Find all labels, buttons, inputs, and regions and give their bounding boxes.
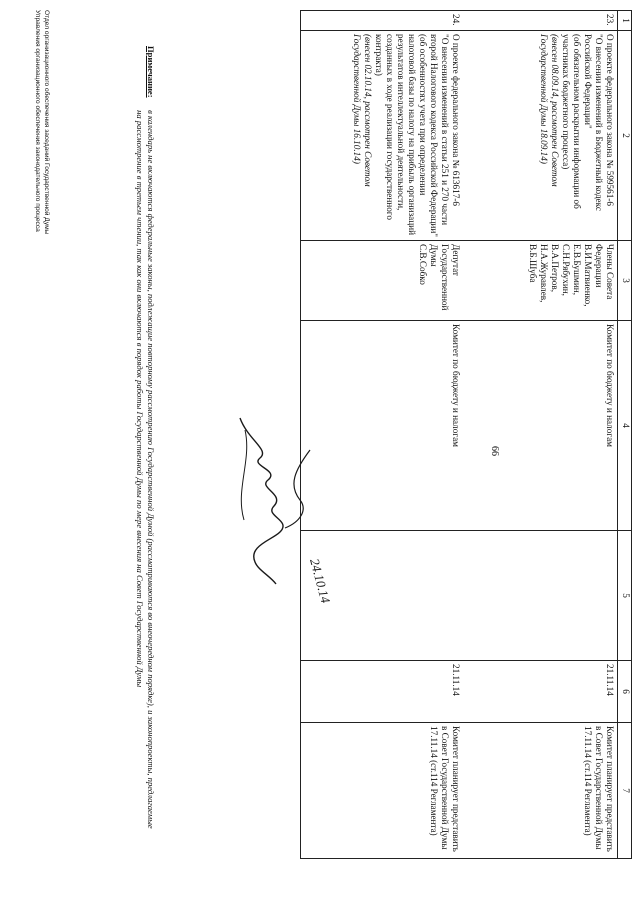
footnote [135,46,156,866]
row-number: 24. [301,11,464,31]
date-cell: 21.11.14 [463,661,618,723]
signature-date: 24.10.14 [307,556,334,605]
initiator-line: Государственной [439,244,450,311]
bill-subject: (об обязательном раскрытии информации об участниках бюджетного процесса) [560,34,582,209]
column-number: 3 [618,241,632,321]
date-cell: 21.11.14 [301,661,464,723]
bill-history: (внесен 08.09.14, рассмотрен Советом Государственной Думы 18.09.14) [538,34,560,187]
initiator-line: С.Н.Рябухин, [560,244,571,296]
footnote-text: в календарь не включаются федеральные законы, подлежащие повторному рассмотрению Государственной Думой (рассматриваются во внеочередном порядке), и законопроекты, предлагаемые на рассмотрение в третьем чтении, так как они включаются в порядок работы Государственной Думы по мере внесения на Совет Государственной Думы [135,110,156,829]
committee-cell: Комитет по бюджету и налогам [301,321,464,531]
initiator-line: Е.В.Бушмин, [571,244,582,295]
bill-cell [463,31,618,241]
handwritten-signature [220,410,340,620]
bills-table [300,10,632,859]
page-number: 66 [489,446,500,456]
footer-line: Управления организационного обеспечения законодательного процесса [34,10,42,232]
bill-subject: (об особенностях учета при определении налоговой базы по налогу на прибыль организаций результатов интеллектуальной деятельности, созданных в ходе реализации государственного контракта) [373,34,428,236]
committee-cell: Комитет по бюджету и налогам [463,321,618,531]
initiator-line: В.Б.Шуба [527,244,538,283]
initiator-cell [301,241,464,321]
initiator-line: Федерации [593,244,604,288]
bill-name: "О внесении изменений в Бюджетный кодекс Российской Федерации" [582,34,604,211]
column-number: 4 [618,321,632,531]
document-footer [33,10,50,234]
column-number: 2 [618,31,632,241]
empty-cell [463,531,618,661]
column-number: 1 [618,11,632,31]
initiator-line: С.В.Собко [417,244,428,285]
bill-title: О проекте федерального закона № 613617-6 [451,34,461,206]
initiator-line: Депутат [451,244,461,276]
bill-title: О проекте федерального закона № 599561-6 [605,34,615,206]
initiator-cell [463,241,618,321]
row-number: 23. [463,11,618,31]
footnote-label: Примечание: [146,46,156,98]
table-row [463,11,618,859]
note-cell: Комитет планирует представить в Совет Государственной Думы 17.11.14 (ст.114 Регламента) [301,723,464,859]
bill-name: "О внесении изменений в статьи 251 и 270 части второй Налогового кодекса Российской Федерации" [428,34,450,237]
column-number: 5 [618,531,632,661]
initiator-line: Н.А.Журавлев, [538,244,549,303]
initiator-line: Думы [428,244,439,267]
bill-history: (внесен 02.10.14, рассмотрен Советом Государственной Думы 16.10.14) [351,34,373,187]
initiator-line: В.И.Матвиенко, [582,244,593,307]
initiator-line: Члены Совета [605,244,615,300]
initiator-line: В.А.Петров, [549,244,560,293]
column-number-row [618,11,632,859]
bill-cell [301,31,464,241]
note-cell: Комитет планирует представить в Совет Государственной Думы 17.11.14 (ст.114 Регламента) [463,723,618,859]
column-number: 6 [618,661,632,723]
footer-line: Отдел организационного обеспечения заседаний Государственной Думы [43,10,50,235]
column-number: 7 [618,723,632,859]
